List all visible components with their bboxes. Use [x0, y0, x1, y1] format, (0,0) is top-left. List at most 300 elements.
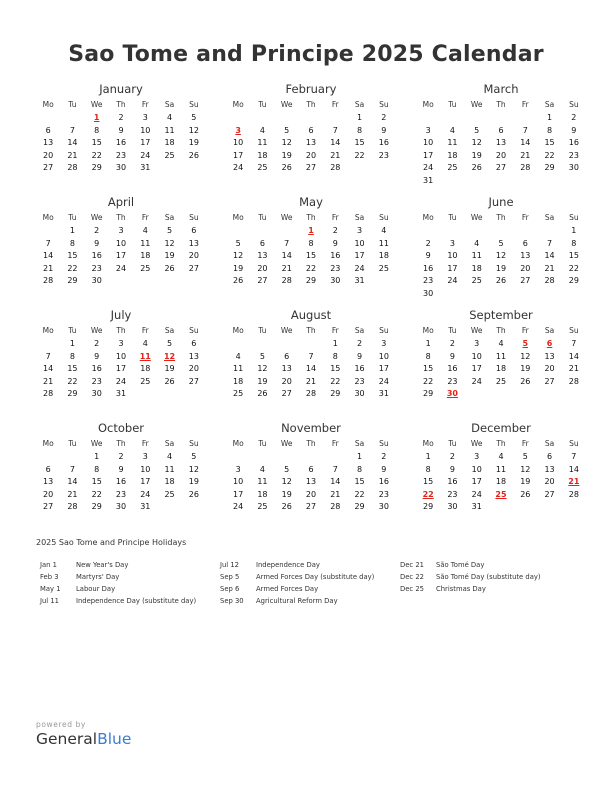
day-cell: 26	[188, 150, 199, 160]
day-cell: 3	[449, 238, 455, 248]
day-cell: 24	[233, 163, 244, 172]
day-cell: 28	[544, 276, 555, 285]
holiday-row	[400, 583, 580, 595]
day-cell: 24	[378, 376, 389, 386]
day-cell: 15	[330, 364, 341, 373]
day-cell: 7	[284, 238, 290, 248]
weekday-label: Mo	[232, 326, 244, 335]
day-cell: 16	[354, 364, 365, 373]
day-cell: 16	[378, 138, 389, 147]
day-cell: 7	[571, 452, 577, 461]
day-cell: 23	[423, 276, 434, 285]
day-cell: 26	[281, 502, 292, 511]
day-cell: 30	[115, 163, 127, 172]
month-november	[226, 421, 396, 521]
month-name: September	[469, 308, 533, 322]
holiday-row	[40, 583, 220, 595]
day-cell: 10	[233, 138, 244, 147]
day-cell: 21	[330, 150, 341, 160]
month-june	[416, 195, 586, 298]
holiday-name: New Year's Day	[76, 561, 129, 569]
weekday-header	[416, 436, 586, 451]
weekday-label: Tu	[68, 439, 77, 448]
weekday-header	[416, 97, 586, 112]
holiday-row	[400, 571, 580, 583]
day-cell: 1	[357, 113, 363, 122]
day-cell: 3	[142, 113, 148, 122]
holiday-day-cell: 25	[495, 489, 507, 499]
day-cell: 15	[67, 251, 78, 260]
day-cell: 2	[118, 452, 124, 461]
holiday-day-cell: 21	[568, 477, 580, 486]
weekday-label: Th	[116, 439, 126, 448]
day-cell: 14	[43, 364, 54, 373]
day-cell: 17	[233, 489, 244, 499]
day-cell: 26	[188, 489, 199, 499]
day-cell: 8	[357, 464, 363, 474]
day-cell: 15	[354, 138, 365, 147]
calendar-grid	[36, 82, 586, 521]
day-cell: 14	[67, 477, 78, 486]
day-cell: 16	[115, 138, 127, 147]
holiday-day-cell: 5	[522, 339, 529, 348]
day-cell: 9	[571, 125, 577, 135]
holiday-date: May 1	[40, 585, 61, 593]
day-cell: 12	[471, 138, 482, 147]
day-cell: 27	[305, 163, 317, 172]
empty-cell	[226, 338, 250, 351]
day-cell: 16	[115, 477, 127, 486]
day-cell: 14	[281, 251, 292, 260]
day-cell: 5	[167, 226, 173, 235]
day-cell: 18	[164, 138, 175, 147]
holiday-date: Sep 30	[220, 597, 244, 605]
day-cell: 11	[471, 251, 482, 260]
day-grid	[36, 225, 206, 288]
weekday-label: Mo	[232, 439, 244, 448]
day-cell: 26	[257, 389, 268, 398]
day-cell: 1	[425, 339, 431, 348]
day-cell: 20	[43, 489, 54, 499]
empty-cell	[226, 112, 250, 125]
day-grid	[226, 112, 396, 175]
day-cell: 26	[164, 376, 175, 386]
logo-blue: Blue	[97, 730, 132, 748]
day-cell: 4	[449, 125, 455, 135]
day-cell: 3	[474, 452, 480, 461]
weekday-label: Mo	[422, 439, 434, 448]
weekday-label: Th	[496, 213, 506, 222]
weekday-label: Th	[496, 326, 506, 335]
day-cell: 11	[233, 364, 244, 373]
day-cell: 11	[164, 464, 175, 474]
day-cell: 2	[449, 339, 455, 348]
day-cell: 10	[354, 238, 365, 248]
holiday-column	[220, 559, 400, 607]
day-cell: 25	[140, 376, 151, 386]
day-cell: 14	[568, 351, 579, 361]
day-cell: 23	[378, 150, 389, 160]
day-cell: 17	[233, 150, 244, 160]
empty-cell	[323, 112, 347, 125]
footer	[36, 720, 131, 749]
holiday-name: São Tomé Day (substitute day)	[436, 573, 541, 581]
day-cell: 30	[447, 502, 458, 511]
day-cell: 24	[471, 489, 482, 499]
weekday-label: Mo	[422, 213, 434, 222]
weekday-label: Th	[306, 100, 316, 109]
day-cell: 18	[257, 150, 268, 160]
day-cell: 26	[495, 276, 507, 285]
day-cell: 10	[140, 464, 151, 474]
day-cell: 31	[423, 175, 434, 185]
day-cell: 20	[188, 251, 199, 260]
day-cell: 1	[94, 452, 100, 461]
day-cell: 17	[140, 477, 151, 486]
day-cell: 27	[188, 376, 199, 386]
day-cell: 11	[257, 477, 268, 486]
weekday-header	[36, 323, 206, 338]
holiday-name: Armed Forces Day (substitute day)	[256, 573, 375, 581]
day-cell: 29	[544, 163, 555, 172]
weekday-label: Sa	[544, 439, 555, 448]
day-cell: 19	[188, 138, 199, 147]
day-cell: 11	[378, 238, 389, 248]
day-cell: 8	[69, 351, 75, 361]
weekday-label: Su	[189, 326, 199, 335]
day-cell: 2	[94, 226, 100, 235]
day-cell: 20	[257, 263, 268, 273]
day-cell: 23	[91, 376, 102, 386]
day-cell: 4	[474, 238, 480, 248]
day-cell: 22	[91, 150, 102, 160]
weekday-label: Sa	[544, 213, 555, 222]
day-cell: 27	[544, 489, 555, 499]
day-cell: 19	[281, 489, 292, 499]
month-july	[36, 308, 206, 408]
day-cell: 9	[332, 238, 338, 248]
day-cell: 27	[305, 502, 317, 511]
day-cell: 22	[354, 489, 365, 499]
day-cell: 13	[495, 138, 507, 147]
weekday-label: Th	[116, 213, 126, 222]
day-cell: 29	[91, 502, 102, 511]
day-cell: 25	[233, 389, 244, 398]
empty-cell	[275, 225, 299, 238]
day-cell: 24	[423, 163, 434, 172]
day-cell: 14	[43, 251, 54, 260]
empty-cell	[36, 112, 60, 125]
day-cell: 20	[43, 150, 54, 160]
day-cell: 8	[425, 464, 431, 474]
holiday-day-cell: 22	[422, 489, 434, 499]
month-name: April	[107, 195, 135, 209]
weekday-label: Sa	[164, 100, 175, 109]
day-cell: 8	[94, 125, 100, 135]
empty-cell	[416, 112, 440, 125]
day-cell: 13	[305, 477, 317, 486]
weekday-label: Tu	[448, 100, 457, 109]
month-march	[416, 82, 586, 185]
logo-general: General	[36, 730, 98, 748]
day-cell: 20	[281, 376, 292, 386]
day-cell: 19	[257, 376, 268, 386]
day-cell: 25	[164, 489, 175, 499]
day-cell: 18	[140, 364, 151, 373]
empty-cell	[537, 225, 561, 238]
holiday-date: Dec 25	[400, 585, 424, 593]
weekday-header	[36, 210, 206, 225]
empty-cell	[465, 112, 489, 125]
month-october	[36, 421, 206, 521]
empty-cell	[36, 338, 60, 351]
day-cell: 6	[45, 464, 51, 474]
day-cell: 20	[305, 150, 317, 160]
day-cell: 19	[520, 477, 531, 486]
day-cell: 4	[498, 452, 504, 461]
holiday-date: Jan 1	[40, 561, 57, 569]
month-january	[36, 82, 206, 182]
day-cell: 15	[91, 138, 102, 147]
empty-cell	[226, 225, 250, 238]
day-cell: 20	[544, 477, 555, 486]
day-cell: 9	[381, 125, 387, 135]
empty-cell	[416, 225, 440, 238]
day-cell: 16	[91, 251, 102, 260]
day-cell: 5	[191, 113, 197, 122]
day-grid	[36, 451, 206, 514]
day-cell: 11	[495, 464, 507, 474]
weekday-label: Su	[569, 439, 579, 448]
day-cell: 4	[259, 125, 265, 135]
weekday-label: Fr	[521, 100, 529, 109]
day-cell: 21	[330, 489, 341, 499]
day-cell: 16	[447, 364, 458, 373]
holidays-title: 2025 Sao Tome and Principe Holidays	[36, 538, 187, 547]
weekday-label: Th	[116, 100, 126, 109]
day-cell: 1	[547, 113, 553, 122]
weekday-label: Sa	[354, 100, 365, 109]
holiday-name: Labour Day	[76, 585, 116, 593]
day-cell: 31	[140, 163, 151, 172]
weekday-label: Fr	[141, 100, 149, 109]
day-cell: 1	[69, 226, 75, 235]
holiday-row	[400, 559, 580, 571]
day-cell: 7	[69, 125, 75, 135]
day-grid	[416, 112, 586, 187]
day-cell: 30	[423, 288, 434, 298]
day-cell: 23	[447, 489, 458, 499]
weekday-header	[226, 210, 396, 225]
day-grid	[226, 451, 396, 514]
day-grid	[36, 112, 206, 175]
day-cell: 25	[257, 163, 268, 172]
day-cell: 6	[191, 226, 197, 235]
day-cell: 9	[449, 464, 455, 474]
weekday-label: Th	[306, 439, 316, 448]
holiday-row	[40, 559, 220, 571]
day-cell: 12	[520, 351, 531, 361]
day-cell: 10	[447, 251, 458, 260]
day-cell: 6	[191, 339, 197, 348]
day-cell: 27	[281, 389, 292, 398]
month-name: November	[281, 421, 341, 435]
day-cell: 26	[233, 276, 244, 285]
day-cell: 6	[547, 452, 553, 461]
day-cell: 18	[471, 263, 482, 273]
weekday-label: Tu	[68, 326, 77, 335]
month-name: August	[290, 308, 332, 322]
empty-cell	[299, 338, 323, 351]
day-cell: 31	[140, 502, 151, 511]
holiday-day-cell: 30	[446, 389, 458, 398]
day-cell: 3	[118, 226, 124, 235]
month-april	[36, 195, 206, 295]
day-cell: 10	[140, 125, 151, 135]
holiday-date: Jul 12	[220, 561, 240, 569]
holiday-name: Independence Day (substitute day)	[76, 597, 197, 605]
day-cell: 5	[235, 238, 241, 248]
holiday-date: Sep 5	[220, 573, 240, 581]
day-cell: 1	[357, 452, 363, 461]
day-cell: 18	[447, 150, 458, 160]
day-cell: 7	[547, 238, 553, 248]
day-cell: 7	[571, 339, 577, 348]
day-cell: 21	[67, 489, 78, 499]
day-cell: 13	[43, 138, 54, 147]
weekday-header	[226, 97, 396, 112]
weekday-label: Fr	[141, 326, 149, 335]
holiday-date: Sep 6	[220, 585, 240, 593]
weekday-label: Su	[569, 326, 579, 335]
day-cell: 7	[45, 351, 51, 361]
day-cell: 17	[115, 364, 127, 373]
holiday-name: Armed Forces Day	[256, 585, 319, 593]
weekday-label: Mo	[232, 213, 244, 222]
day-cell: 8	[308, 238, 314, 248]
day-grid	[36, 338, 206, 401]
day-cell: 5	[498, 238, 504, 248]
weekday-label: Mo	[232, 100, 244, 109]
day-cell: 21	[43, 263, 54, 273]
empty-cell	[60, 451, 84, 464]
day-cell: 29	[330, 389, 341, 398]
day-cell: 7	[69, 464, 75, 474]
day-cell: 19	[188, 477, 199, 486]
day-cell: 26	[520, 376, 531, 386]
day-cell: 15	[544, 138, 555, 147]
day-cell: 29	[67, 276, 78, 285]
day-cell: 5	[474, 125, 480, 135]
weekday-label: We	[470, 439, 483, 448]
day-cell: 12	[520, 464, 531, 474]
day-cell: 23	[447, 376, 458, 386]
day-cell: 2	[425, 238, 431, 248]
day-cell: 18	[378, 251, 389, 260]
month-name: May	[299, 195, 323, 209]
empty-cell	[250, 451, 274, 464]
day-cell: 23	[91, 263, 102, 273]
holiday-name: Independence Day	[256, 561, 320, 569]
weekday-label: Fr	[521, 213, 529, 222]
day-cell: 3	[425, 125, 431, 135]
day-cell: 17	[354, 251, 365, 260]
weekday-label: Fr	[521, 439, 529, 448]
day-cell: 6	[308, 125, 314, 135]
holiday-column	[400, 559, 580, 607]
day-cell: 28	[330, 502, 341, 511]
day-cell: 8	[332, 351, 338, 361]
weekday-label: We	[90, 326, 103, 335]
day-cell: 17	[447, 263, 458, 273]
weekday-label: We	[90, 100, 103, 109]
day-cell: 23	[330, 263, 341, 273]
holiday-day-cell: 11	[139, 351, 151, 361]
weekday-label: Th	[116, 326, 126, 335]
day-cell: 28	[67, 502, 78, 511]
day-grid	[416, 225, 586, 300]
weekday-label: Tu	[258, 100, 267, 109]
day-cell: 25	[447, 163, 458, 172]
day-cell: 29	[305, 276, 317, 285]
day-cell: 21	[281, 263, 292, 273]
empty-cell	[440, 112, 464, 125]
weekday-header	[416, 210, 586, 225]
holiday-name: Christmas Day	[436, 585, 486, 593]
day-cell: 27	[188, 263, 199, 273]
day-cell: 5	[259, 351, 265, 361]
day-cell: 5	[167, 339, 173, 348]
day-cell: 24	[471, 376, 482, 386]
day-cell: 15	[354, 477, 365, 486]
day-cell: 13	[305, 138, 317, 147]
weekday-label: Mo	[422, 100, 434, 109]
holiday-day-cell: 12	[163, 351, 176, 361]
day-cell: 27	[544, 376, 555, 386]
weekday-label: Fr	[331, 213, 339, 222]
day-cell: 25	[495, 376, 507, 386]
day-cell: 22	[544, 150, 555, 160]
empty-cell	[250, 225, 274, 238]
day-cell: 18	[257, 489, 268, 499]
day-cell: 17	[423, 150, 434, 160]
holiday-row	[220, 583, 400, 595]
empty-cell	[489, 112, 513, 125]
weekday-label: Su	[379, 213, 389, 222]
weekday-label: Sa	[354, 213, 365, 222]
generalblue-logo[interactable]	[36, 729, 131, 749]
day-cell: 3	[118, 339, 124, 348]
day-cell: 6	[45, 125, 51, 135]
day-cell: 11	[447, 138, 458, 147]
month-december	[416, 421, 586, 521]
day-cell: 7	[332, 464, 338, 474]
day-cell: 27	[43, 502, 54, 511]
weekday-label: We	[470, 213, 483, 222]
holiday-day-cell: 6	[546, 339, 553, 348]
weekday-label: We	[280, 439, 293, 448]
day-cell: 7	[45, 238, 51, 248]
weekday-label: Sa	[544, 100, 555, 109]
day-cell: 29	[67, 389, 78, 398]
day-cell: 13	[188, 351, 199, 361]
day-cell: 22	[568, 263, 579, 273]
empty-cell	[489, 225, 513, 238]
day-cell: 25	[257, 502, 268, 511]
day-cell: 19	[520, 364, 531, 373]
empty-cell	[250, 338, 274, 351]
empty-cell	[275, 338, 299, 351]
